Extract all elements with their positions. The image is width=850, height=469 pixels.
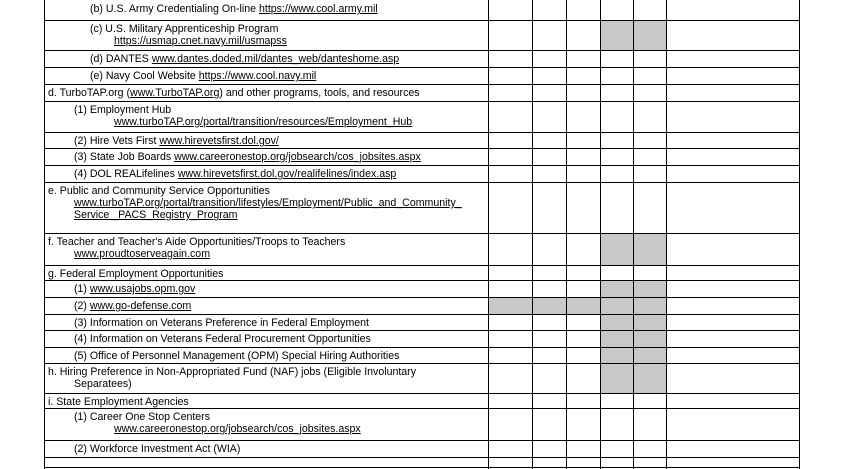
table-row [44,51,800,68]
check-cell[interactable] [533,166,566,182]
label-text: (2) Hire Vets First [74,135,160,147]
remarks-cell[interactable] [667,234,799,265]
remarks-cell[interactable] [667,298,799,314]
label-text: h. Hiring Preference in Non-Appropriated Fund (NAF) jobs (Eligible Involuntary [48,366,417,378]
row-label [74,208,237,222]
check-cell[interactable] [567,234,600,265]
table-row [44,102,800,133]
check-cell[interactable] [567,68,600,84]
row-label [74,316,369,330]
remarks-cell[interactable] [667,21,799,50]
check-cell[interactable] [567,183,600,233]
label-text: Separatees) [74,378,132,390]
remarks-cell[interactable] [667,102,799,132]
label-text: g. Federal Employment Opportunities [48,268,224,280]
check-cell[interactable] [533,331,566,347]
shaded-cell [601,234,633,265]
check-cell[interactable] [489,0,532,20]
check-cell[interactable] [634,266,666,280]
check-cell[interactable] [489,266,532,280]
table-row [44,68,800,85]
remarks-cell[interactable] [667,458,799,467]
shaded-cell [634,234,666,265]
label-text: (3) State Job Boards [74,151,175,163]
check-cell[interactable] [489,331,532,347]
shaded-cell [634,331,666,347]
check-cell[interactable] [634,85,666,101]
shaded-cell [567,298,600,314]
label-text: i. State Employment Agencies [48,396,189,408]
shaded-cell [601,315,633,330]
check-cell[interactable] [601,183,633,233]
table-row [44,298,800,315]
table-row [44,21,800,51]
label-text: (2) Workforce Investment Act (WIA) [74,443,241,455]
check-cell[interactable] [567,315,600,330]
remarks-cell[interactable] [667,364,799,393]
check-cell[interactable] [567,149,600,165]
remarks-cell[interactable] [667,441,799,457]
url-link[interactable]: www.careeronestop.org/jobsearch/cos_jobsites.aspx [174,151,421,163]
row-label [90,2,378,16]
check-cell[interactable] [489,458,532,467]
check-cell[interactable] [567,0,600,20]
url-link[interactable]: www.dantes.doded.mil/dantes_web/danteshome.asp [151,53,400,65]
check-cell[interactable] [533,394,566,408]
check-cell[interactable] [634,409,666,440]
table-row [44,266,800,281]
shaded-cell [634,364,666,393]
checklist-table [44,0,800,469]
check-cell[interactable] [601,85,633,101]
label-text: (d) DANTES [90,53,152,65]
check-cell[interactable] [489,348,532,363]
check-cell[interactable] [601,409,633,440]
label-text: (1) Employment Hub [74,104,172,116]
check-cell[interactable] [601,441,633,457]
check-cell[interactable] [533,68,566,84]
row-label [74,282,195,296]
shaded-cell [634,348,666,363]
check-cell[interactable] [533,348,566,363]
check-cell[interactable] [489,281,532,297]
table-row [44,441,800,458]
table-row [44,281,800,298]
check-cell[interactable] [634,102,666,132]
check-cell[interactable] [489,21,532,50]
check-cell[interactable] [489,364,532,393]
check-cell[interactable] [533,149,566,165]
check-cell[interactable] [489,166,532,182]
check-cell[interactable] [533,234,566,265]
row-label [74,247,210,261]
label-text: (e) Navy Cool Website [90,70,199,82]
url-link[interactable]: https://usmap.cnet.navy.mil/usmapss [114,35,287,47]
check-cell[interactable] [489,133,532,148]
check-cell[interactable] [489,234,532,265]
table-row [44,394,800,409]
table-row [44,85,800,102]
remarks-cell[interactable] [667,0,799,20]
remarks-cell[interactable] [667,51,799,67]
row-label [74,167,396,181]
check-cell[interactable] [601,266,633,280]
url-link[interactable]: www.turboTAP.org/portal/transition/lifestyles/Employment/Public_and_Community_ [74,197,462,209]
url-link[interactable]: www.hirevetsfirst.dol.gov/realifelines/index.asp [177,168,397,180]
label-text: (3) Information on Veterans Preference in Federal Employment [74,317,370,329]
label-text: e. Public and Community Service Opportunities [48,185,270,197]
shaded-cell [601,298,633,314]
check-cell[interactable] [601,0,633,20]
check-cell[interactable] [601,458,633,467]
row-label [48,395,189,409]
check-cell[interactable] [567,331,600,347]
row-label [74,377,132,391]
row-label [90,52,399,66]
check-cell[interactable] [567,364,600,393]
check-cell[interactable] [567,266,600,280]
table-row [44,234,800,266]
url-link[interactable]: www.turboTAP.org/portal/transition/resources/Employment_Hub [114,116,413,128]
check-cell[interactable] [489,102,532,132]
remarks-cell[interactable] [667,266,799,280]
shaded-cell [601,21,633,50]
row-label [74,349,399,363]
label-text: ) and other programs, tools, and resources [219,87,420,99]
check-cell[interactable] [489,149,532,165]
check-cell[interactable] [533,183,566,233]
check-cell[interactable] [533,133,566,148]
row-label [48,86,420,100]
remarks-cell[interactable] [667,133,799,148]
url-link[interactable]: https://www.cool.army.mil [258,3,378,15]
row-label [74,150,421,164]
check-cell[interactable] [533,315,566,330]
url-link[interactable]: www.hirevetsfirst.dol.gov/ [159,135,279,147]
shaded-cell [601,281,633,297]
check-cell[interactable] [533,281,566,297]
url-link[interactable]: www.proudtoserveagain.com [74,248,211,260]
check-cell[interactable] [489,315,532,330]
check-cell[interactable] [533,266,566,280]
check-cell[interactable] [567,409,600,440]
check-cell[interactable] [567,458,600,467]
check-cell[interactable] [489,409,532,440]
remarks-cell[interactable] [667,331,799,347]
check-cell[interactable] [489,85,532,101]
remarks-cell[interactable] [667,183,799,233]
label-text: (4) DOL REALifelines [74,168,178,180]
shaded-cell [634,315,666,330]
check-cell[interactable] [601,51,633,67]
table-row [44,331,800,348]
label-text: (c) U.S. Military Apprenticeship Program [90,23,279,35]
check-cell[interactable] [567,441,600,457]
row-label [114,34,287,48]
check-cell[interactable] [601,68,633,84]
check-cell[interactable] [567,166,600,182]
shaded-cell [489,298,532,314]
row-label [74,332,371,346]
label-text: (1) [74,283,90,295]
shaded-cell [634,281,666,297]
table-row [44,348,800,364]
label-text: f. Teacher and Teacher's Aide Opportunities/Troops to Teachers [48,236,346,248]
table-row [44,149,800,166]
url-link[interactable]: www.TurboTAP.org [130,87,220,99]
table-row [44,315,800,331]
check-cell[interactable] [533,364,566,393]
check-cell[interactable] [489,68,532,84]
url-link[interactable]: https://www.cool.navy.mil [198,70,317,82]
check-cell[interactable] [533,21,566,50]
check-cell[interactable] [634,51,666,67]
check-cell[interactable] [567,102,600,132]
check-cell[interactable] [634,149,666,165]
url-link[interactable]: www.go-defense.com [89,300,192,312]
check-cell[interactable] [567,394,600,408]
check-cell[interactable] [533,458,566,467]
shaded-cell [634,21,666,50]
check-cell[interactable] [567,85,600,101]
label-text: d. TurboTAP.org ( [48,87,131,99]
check-cell[interactable] [533,102,566,132]
label-text: (b) U.S. Army Credentialing On-line [90,3,259,15]
check-cell[interactable] [489,441,532,457]
check-cell[interactable] [567,281,600,297]
table-row [44,166,800,183]
check-cell[interactable] [567,348,600,363]
check-cell[interactable] [634,133,666,148]
check-cell[interactable] [567,51,600,67]
row-label [48,267,223,281]
label-text: (5) Office of Personnel Management (OPM) Special Hiring Authorities [74,350,400,362]
row-label [114,115,412,129]
shaded-cell [533,298,566,314]
table-row [44,133,800,149]
remarks-cell[interactable] [667,68,799,84]
url-link[interactable]: Service _PACS_Registry_Program [74,209,238,221]
check-cell[interactable] [489,51,532,67]
remarks-cell[interactable] [667,409,799,440]
shaded-cell [634,298,666,314]
table-row [44,364,800,394]
remarks-cell[interactable] [667,394,799,408]
row-label [90,69,316,83]
check-cell[interactable] [601,149,633,165]
check-cell[interactable] [634,0,666,20]
url-link[interactable]: www.usajobs.opm.gov [89,283,196,295]
label-text: (1) Career One Stop Centers [74,411,211,423]
row-label [74,442,240,456]
check-cell[interactable] [489,183,532,233]
check-cell[interactable] [601,394,633,408]
check-cell[interactable] [533,441,566,457]
check-cell[interactable] [634,394,666,408]
shaded-cell [601,364,633,393]
table-row [44,409,800,441]
check-cell[interactable] [601,102,633,132]
check-cell[interactable] [533,51,566,67]
row-label [74,134,279,148]
check-cell[interactable] [634,458,666,467]
table-row [44,458,800,468]
check-cell[interactable] [567,21,600,50]
row-label [74,299,191,313]
remarks-cell[interactable] [667,281,799,297]
check-cell[interactable] [601,133,633,148]
check-cell[interactable] [601,166,633,182]
check-cell[interactable] [489,394,532,408]
check-cell[interactable] [533,409,566,440]
remarks-cell[interactable] [667,315,799,330]
row-label [114,422,361,436]
check-cell[interactable] [634,441,666,457]
check-cell[interactable] [533,0,566,20]
shaded-cell [601,331,633,347]
remarks-cell[interactable] [667,348,799,363]
table-row [44,0,800,21]
check-cell[interactable] [634,68,666,84]
check-cell[interactable] [634,183,666,233]
remarks-cell[interactable] [667,166,799,182]
shaded-cell [601,348,633,363]
check-cell[interactable] [533,85,566,101]
check-cell[interactable] [567,133,600,148]
label-text: (4) Information on Veterans Federal Procurement Opportunities [74,333,371,345]
remarks-cell[interactable] [667,149,799,165]
label-text: (2) [74,300,90,312]
remarks-cell[interactable] [667,85,799,101]
url-link[interactable]: www.careeronestop.org/jobsearch/cos_jobsites.aspx [114,423,361,435]
check-cell[interactable] [634,166,666,182]
table-row [44,183,800,234]
